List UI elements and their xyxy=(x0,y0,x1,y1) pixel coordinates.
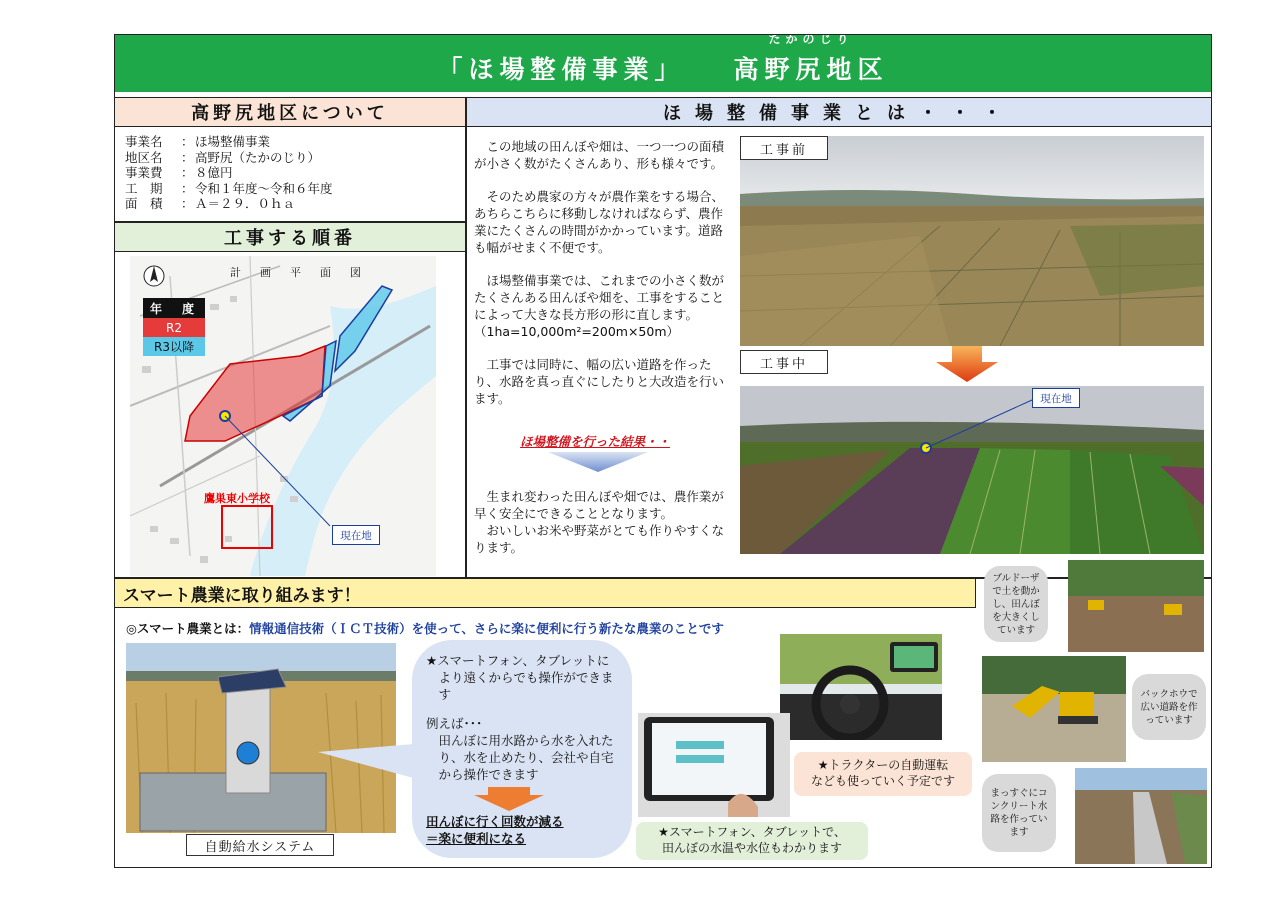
down-arrow-icon xyxy=(548,448,648,474)
area-ruby: たかのじり xyxy=(768,32,854,46)
canal-bubble: まっすぐにコンクリート水路を作っています xyxy=(982,774,1056,852)
legend-r2: R2 xyxy=(143,318,205,337)
during-label: 工事中 xyxy=(740,350,828,374)
water-system-label: 自動給水システム xyxy=(186,834,334,856)
what-header: ほ場整備事業とは・・・ xyxy=(466,97,1212,127)
after-description xyxy=(474,488,730,556)
bubble-result: 田んぼに行く回数が減る xyxy=(426,814,564,829)
desc-paragraph: この地域の田んぼや畑は、一つ一つの面積が小さく数がたくさんあり、形も様々です。 xyxy=(474,139,725,171)
map-title: 計 画 平 面 図 xyxy=(230,266,365,279)
photo-concrete-canal xyxy=(1075,768,1207,864)
photo-tablet xyxy=(638,713,790,817)
desc-paragraph: ほ場整備事業では、これまでの小さく数がたくさんある田んぼや畑を、工事をすることによって大きな長方形の形に直します。（1ha=10,000m²=200m×50m） xyxy=(474,273,725,339)
about-info xyxy=(114,127,466,222)
about-header: 高野尻地区について xyxy=(114,97,466,127)
photo-auto-water-system xyxy=(126,643,396,833)
map-current-label: 現在地 xyxy=(332,525,380,545)
page-title: 「ほ場整備事業」 xyxy=(437,55,686,84)
photo-tractor-auto xyxy=(780,634,942,740)
photo-bulldozer xyxy=(1068,560,1204,652)
backhoe-bubble: バックホウで広い道路を作っています xyxy=(1132,674,1206,740)
tablet-bubble xyxy=(636,822,868,860)
before-label: 工事前 xyxy=(740,136,828,160)
photo-before-construction xyxy=(740,136,1204,346)
tablet-text: ★スマートフォン、タブレットで、 田んぼの水温や水位もわかります xyxy=(658,825,846,855)
info-row: 事業費 ： ８億円 xyxy=(125,165,233,180)
bubble-result: ＝楽に便利になる xyxy=(426,831,527,846)
area-name: 高野尻地区 xyxy=(733,55,889,84)
legend-r3: R3以降 xyxy=(143,337,205,356)
tractor-bubble xyxy=(794,752,972,796)
smart-def-body: 情報通信技術（ＩＣＴ技術）を使って、さらに楽に便利に行う新たな農業のことです xyxy=(249,621,724,636)
info-row: 面 積 ： Ａ＝２９．０ｈａ xyxy=(125,196,296,211)
result-heading: ほ場整備を行った結果・・ xyxy=(520,434,671,449)
divider-vertical xyxy=(465,127,467,578)
down-arrow-orange-icon xyxy=(936,346,998,382)
school-label: 鷹巣東小学校 xyxy=(204,492,270,505)
smart-header: スマート農業に取り組みます！ xyxy=(114,578,976,608)
what-description xyxy=(474,138,730,407)
info-row: 地区名 ： 高野尻（たかのじり） xyxy=(125,149,321,165)
legend-header: 年 度 xyxy=(143,298,205,318)
desc-paragraph: そのため農家の方々が農作業をする場合、あちらこちらに移動しなければならず、農作業にたくさんの時間がかかっています。道路も幅がせまく不便です。 xyxy=(474,189,725,255)
remote-operation-bubble xyxy=(412,640,632,858)
smart-def-prefix: ◎スマート農業とは： xyxy=(126,621,250,636)
bubble-line: 例えば･･･ xyxy=(426,716,483,731)
down-arrow-orange-icon xyxy=(474,787,544,811)
bulldozer-bubble: ブルドーザで土を動かし、田んぼを大きくしています xyxy=(984,566,1048,642)
photo-during-construction xyxy=(740,386,1204,554)
order-header: 工事する順番 xyxy=(114,222,466,252)
info-row: 工 期 ： 令和１年度～令和６年度 xyxy=(125,180,333,196)
photo-current-label: 現在地 xyxy=(1032,388,1080,408)
info-row: 事業名 ： ほ場整備事業 xyxy=(125,134,271,149)
bubble-line: ★スマートフォン、タブレットにより遠くからでも操作ができます xyxy=(426,653,614,702)
tractor-text: ★トラクターの自動運転 なども使っていく予定です xyxy=(810,758,955,788)
after-paragraph: おいしいお米や野菜がとても作りやすくなります。 xyxy=(474,523,725,555)
desc-paragraph: 工事では同時に、幅の広い道路を作ったり、水路を真っ直ぐにしたりと大改造を行います。 xyxy=(474,357,725,406)
photo-backhoe xyxy=(982,656,1126,762)
bubble-line: 田んぼに用水路から水を入れたり、水を止めたり、会社や自宅から操作できます xyxy=(438,733,614,782)
smart-definition xyxy=(126,619,724,637)
after-paragraph: 生まれ変わった田んぼや畑では、農作業が早く安全にできることとなります。 xyxy=(474,489,724,521)
